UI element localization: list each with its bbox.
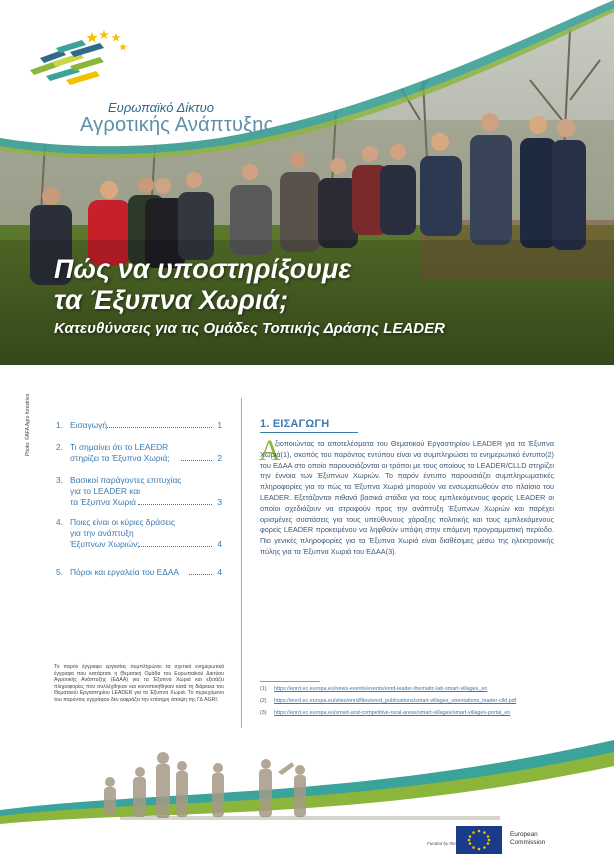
toc-item-number: 2. [56, 442, 63, 452]
toc-leader-dots [138, 546, 213, 547]
toc-item-label-line: για την ανάπτυξη [70, 528, 134, 538]
column-divider [241, 398, 242, 728]
intro-paragraph [260, 439, 554, 558]
toc-item-label-line: για το LEADER και [70, 486, 141, 496]
toc-item-number: 3. [56, 475, 63, 485]
toc-item-label-line: στηρίζει τα Έξυπνα Χωριά; [70, 453, 170, 463]
toc-item-page: 4 [217, 567, 222, 577]
enrd-logo [24, 28, 274, 136]
footnote-link[interactable]: https://enrd.ec.europa.eu/news-events/events/enrd-leader-thematic-lab-smart-villages_en [274, 686, 488, 692]
footnote [260, 710, 560, 717]
toc-item-label-line: Εισαγωγή [70, 420, 108, 430]
drop-cap: Α [259, 434, 281, 467]
footnote-number: (1) [260, 686, 267, 692]
footnote [260, 698, 560, 705]
toc-item-label [70, 567, 208, 578]
footnote-link[interactable]: https://enrd.ec.europa.eu/sites/enrd/files/enrd_publications/smart-villages_orientations_leader-clld.pdf [274, 698, 517, 704]
toc-item-page: 4 [217, 539, 222, 549]
eu-flag-icon [456, 826, 502, 854]
network-name-line1: Ευρωπαϊκό Δίκτυο [108, 100, 214, 115]
toc-leader-dots [107, 427, 212, 428]
toc-item[interactable] [56, 442, 222, 464]
toc-item-label-line: Πόροι και εργαλεία του ΕΔΑΑ [70, 567, 180, 577]
toc-item-page: 1 [217, 420, 222, 430]
toc-item-number: 4. [56, 517, 63, 527]
toc-item-number: 5. [56, 567, 63, 577]
toc-item-label-line: Τι σημαίνει ότι το LEAEDR [70, 442, 169, 452]
toc-item[interactable] [56, 567, 222, 578]
toc-leader-dots [189, 574, 212, 575]
toc-item-label-line: Ποιες είναι οι κύριες δράσεις [70, 517, 175, 527]
photo-credit [25, 376, 37, 456]
section-title: 1. ΕΙΣΑΓΩΓΗ [260, 418, 330, 430]
footnote-number: (2) [260, 698, 267, 704]
section-title-underline [260, 432, 358, 433]
european-commission-label [510, 831, 580, 847]
toc-item[interactable] [56, 517, 222, 550]
footer-note: Το παρόν έγγραφο εργασίας συμπληρώνει τα σχετικά ενημερωτικά έγγραφα που κατάρτισε η Θεματική Ομάδα του Ευρωπαϊκού Δικτύου Αγροτικής Ανάπτυξης (ΕΔΑΑ) για τα Έξυπνα Χωριά και εξετάζει πληροφορίες που συλλέχθηκαν και κοινοποιήθηκαν κατά τη διάρκεια του Θεματικού Εργαστηρίου LEADER για τα Έξυπνα Χωριά. Το περιεχόμενο του παρόντος εγγράφου δεν εκφράζει την επίσημη άποψη της ΓΔ AGRI. [54, 664, 224, 703]
hero-section [0, 0, 614, 365]
toc-leader-dots [138, 504, 213, 505]
ec-line1: European [510, 831, 538, 838]
toc-item-label-line: Βασικοί παράγοντες επιτυχίας [70, 475, 182, 485]
toc-item[interactable] [56, 420, 222, 431]
footnote-link[interactable]: https://enrd.ec.europa.eu/smart-and-competitive-rural-areas/smart-villages/smart-villages-portal_en [274, 710, 511, 716]
logo-mark-icon [26, 28, 136, 88]
toc-item-label [70, 420, 208, 431]
title-line2: τα Έξυπνα Χωριά; [54, 285, 289, 315]
photo-credit-text: Photo: ©AFA Agro forestries [25, 393, 31, 456]
footnote-rule [260, 681, 320, 682]
intro-paragraph-text: ξιοποιώντας τα αποτελέσματα του Θεματικού Εργαστηρίου LEADER για τα Έξυπνα Χωριά(1), σκοπός του παρόντος εντύπου είναι να συμπληρώσει το ενημερωτικό έντυπο(2) του ΕΔΑΑ στο οποίο παρουσιάζονται οι τρόποι με τους οποίους το LEADER/CLLD στηρίζει την έννοια των Έξυπνων Χωριών. Το παρόν έντυπο παρουσιάζει συμπληρωματικές πληροφορίες για το πώς τα Έξυπνα Χωριά μπορούν να ενσωματωθούν στο πλαίσιο του LEADER. Εξετάζονται πιθανά βασικά στάδια για τους εμπλεκόμενους φορείς LEADER οι οποίοι σχεδιάζουν να στραφούν προς την ανάπτυξη Έξυπνων Χωριών και παρέχει ορισμένες συστάσεις για τους υπεύθυνους χάραξης πολιτικής και τους εμπλεκόμενους φορείς LEADER προκειμένου να ληφθούν υπόψη στην επόμενη προγραμματική περίοδο. Πιο γενικές πληροφορίες για τα Έξυπνα Χωριά είναι διαθέσιμες μέσω της ηλεκτρονικής πύλης για τα Έξυπνα Χωριά του ΕΔΑΑ(3). [260, 439, 554, 556]
title-line1: Πώς να υποστηρίξουμε [54, 254, 352, 284]
toc-item-label-line: Έξυπνων Χωριών; [70, 539, 140, 549]
toc-item-page: 3 [217, 497, 222, 507]
funded-by-label: Funded by the [427, 841, 456, 846]
toc-item-page: 2 [217, 453, 222, 463]
toc-item[interactable] [56, 475, 222, 508]
footnote [260, 686, 560, 693]
toc-item-number: 1. [56, 420, 63, 430]
ec-line2: Commission [510, 839, 546, 846]
toc-item-label-line: τα Έξυπνα Χωριά [70, 497, 136, 507]
network-name-line2: Αγροτικής Ανάπτυξης [80, 114, 274, 136]
document-title [54, 254, 594, 316]
footnote-number: (3) [260, 710, 267, 716]
toc-leader-dots [181, 460, 213, 461]
document-subtitle: Κατευθύνσεις για τις Ομάδες Τοπικής Δράσης LEADER [54, 320, 445, 337]
